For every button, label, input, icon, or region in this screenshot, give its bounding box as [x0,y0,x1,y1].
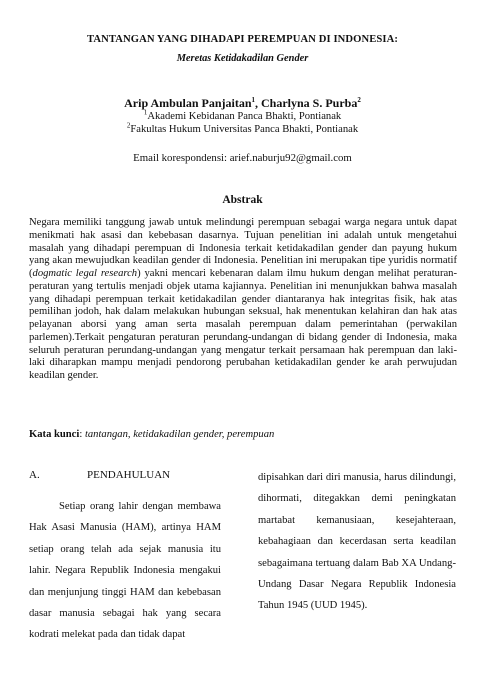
affiliation-1 [30,108,455,122]
affiliation-mark: 2 [126,121,131,130]
affiliation-text: Fakultas Hukum Universitas Panca Bhakti, Pontianak [130,124,359,135]
correspondence-email: Email korespondensi: arief.naburju92@gmail.com [133,152,352,164]
abstract-part-1: Negara memiliki tanggung jawab untuk melindungi perempuan sebagai warga negara untuk dapat menikmati hak asasi dan kebebasan dasarnya. Tujuan penelitian ini adalah untuk mengetahui masalah yang dihadapi perempuan di Indonesia terkait ketidakadilan gender dan payung hukum yang akan mewujudkan keadilan gender di Indonesia. Penelitian ini merupakan tipe yuridis normatif ( [29,217,457,279]
keywords-text: tantangan, ketidakadilan gender, perempuan [84,429,275,440]
keywords-label: Kata kunci [29,429,80,440]
section-title: PENDAHULUAN [87,469,171,481]
body-right-column: dipisahkan dari diri manusia, harus dilindungi, dihormati, ditegakkan demi peningkatan martabat kemanusiaan, kesejahteraan, kebahagiaan dan kecerdasan serta keadilan sebagaimana tertuang dalam Bab XA Undang-Undang Dasar Negara Republik Indonesia Tahun 1945 (UUD 1945). [258,472,456,612]
affiliation-text: Akademi Kebidanan Panca Bhakti, Pontianak [147,111,342,122]
abstract-italic-term: dogmatic legal research [32,268,138,279]
abstract-part-2: ) yakni mencari kebenaran dalam ilmu hukum dengan melihat peraturan-peraturan yang tertulis menjadi objek utama kajiannya. Penelitian ini menunjukkan bahwa masalah yang dihadapi perempuan terkait ketidakadilan gender diantaranya hak integritas fisik, hak atas pemilihan jodoh, hak dalam melakukan hubungan seksual, hak menentukan kelahiran dan hak atas pelayanan aborsi yang aman serta masalah perempuan dalam pemerintahan (perwakilan parlemen).Terkait pengaturan peraturan perundang-undangan di bidang gender di Indonesia, maka seluruh peraturan perundang-undangan yang mengatur terkait persamaan hak perempuan dan laki-laki diharapkan mampu menjadi pendorong perubahan ketidakadilan gender ke arah perwujudan keadilan gender. [29,268,457,381]
author-separator: , [255,96,261,110]
keywords-separator: : [79,429,85,440]
affiliation-mark: 1 [143,108,148,117]
section-number: A. [29,469,40,481]
abstract-heading: Abstrak [222,194,263,206]
affiliation-2 [30,121,455,135]
author-2-affiliation-mark: 2 [357,96,361,104]
body-left-column: Setiap orang lahir dengan membawa Hak Asasi Manusia (HAM), artinya HAM setiap orang telah ada sejak manusia itu lahir. Negara Republik Indonesia mengakui dan menjunjung tinggi HAM dan kebebasan dasar manusia sebagai hak yang secara kodrati melekat pada dan tidak dapat [29,501,221,641]
author-1-affiliation-mark: 1 [251,96,255,104]
paper-title: TANTANGAN YANG DIHADAPI PEREMPUAN DI INDONESIA: [86,34,399,45]
section-heading [29,469,170,481]
author-2: Charlyna S. Purba [261,96,358,110]
author-1: Arip Ambulan Panjaitan [124,96,252,110]
abstract-text [29,217,457,383]
paper-subtitle: Meretas Ketidakadilan Gender [176,53,309,64]
keywords [29,429,457,440]
author-line [30,96,455,111]
